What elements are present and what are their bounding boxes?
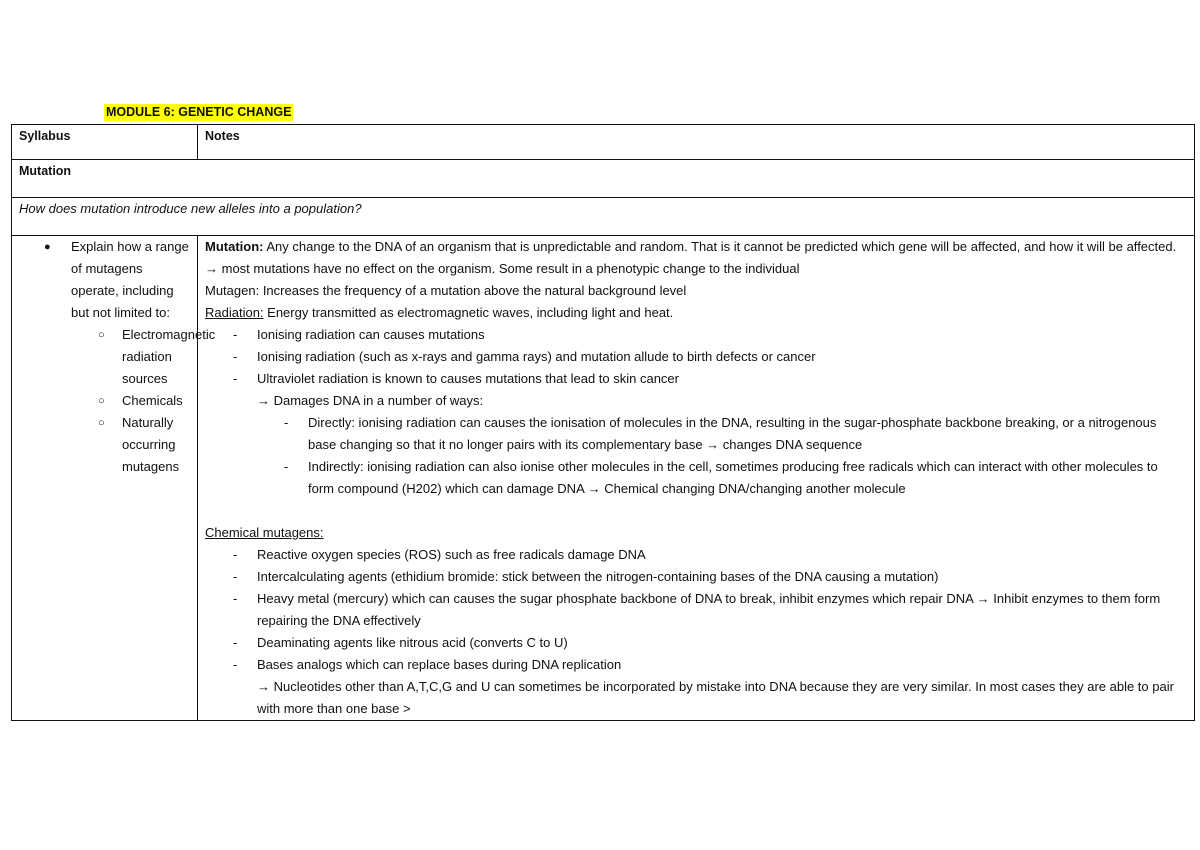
chemical-item: - Intercalculating agents (ethidium bromide: stick between the nitrogen-containing bases of the DNA causing a mutation) — [205, 566, 1187, 588]
chemical-item: - Heavy metal (mercury) which can causes the sugar phosphate backbone of DNA to break, inhibit enzymes which repair DNA → Inhibit enzymes to them form repairing the DNA effectively — [205, 588, 1187, 632]
damage-ways: → Damages DNA in a number of ways: — [257, 393, 484, 408]
chemical-item: - Deaminating agents like nitrous acid (converts C to U) — [205, 632, 1187, 654]
radiation-item: - Ultraviolet radiation is known to causes mutations that lead to skin cancer — [205, 368, 1187, 390]
syllabus-point — [19, 236, 190, 324]
content-row — [12, 236, 1195, 721]
mutation-text: Any change to the DNA of an organism that is unpredictable and random. That is it cannot be predicted which gene will be affected, and how it will be affected. → most mutations have no effect on the organism. Some result in a phenotypic change to the individual — [205, 239, 1177, 276]
mutation-definition — [205, 236, 1187, 280]
syllabus-subitem-text: Electromagnetic radiation sources — [122, 327, 216, 386]
section-title: Mutation — [12, 160, 1195, 198]
header-notes: Notes — [198, 125, 1195, 160]
chemical-item: - Bases analogs which can replace bases during DNA replication — [205, 654, 1187, 676]
dash-bullet-icon: - — [233, 591, 238, 606]
dash-bullet-icon: - — [233, 327, 238, 342]
syllabus-subitem-text: Naturally occurring mutagens — [122, 415, 180, 474]
dash-bullet-icon: - — [284, 415, 289, 430]
syllabus-subitem — [19, 324, 216, 390]
radiation-item: - Ionising radiation can causes mutations — [205, 324, 1187, 346]
section-row — [12, 160, 1195, 198]
circle-bullet-icon: ○ — [98, 395, 105, 407]
circle-bullet-icon: ○ — [98, 329, 105, 341]
radiation-definition — [205, 302, 1187, 324]
mutation-term: Mutation: — [205, 239, 264, 254]
syllabus-point-text: Explain how a range of mutagens operate, including but not limited to: — [71, 239, 189, 320]
syllabus-subitem — [19, 412, 190, 478]
circle-bullet-icon: ○ — [98, 417, 105, 429]
mutagen-definition: Mutagen: Increases the frequency of a mutation above the natural background level — [205, 283, 687, 298]
question-row — [12, 198, 1195, 236]
damage-item: - Indirectly: ionising radiation can also ionise other molecules in the cell, sometimes producing free radicals which can interact with other molecules to form compound (H202) which can damage DNA → Chemical changing DNA/changing another molecule — [205, 456, 1187, 500]
radiation-text: Energy transmitted as electromagnetic waves, including light and heat. — [263, 305, 674, 320]
header-syllabus: Syllabus — [12, 125, 198, 160]
page-title: MODULE 6: GENETIC CHANGE — [106, 105, 292, 119]
dash-bullet-icon: - — [284, 459, 289, 474]
dash-bullet-icon: - — [233, 547, 238, 562]
dash-bullet-icon: - — [233, 371, 238, 386]
radiation-item: - Ionising radiation (such as x-rays and gamma rays) and mutation allude to birth defects or cancer — [205, 346, 1187, 368]
syllabus-cell — [12, 236, 216, 721]
chemical-heading: Chemical mutagens: — [205, 525, 324, 540]
dash-bullet-icon: - — [233, 349, 238, 364]
notes-cell — [198, 236, 1195, 721]
chemical-item: - Reactive oxygen species (ROS) such as free radicals damage DNA — [205, 544, 1187, 566]
dash-bullet-icon: - — [233, 569, 238, 584]
syllabus-subitem-text: Chemicals — [122, 393, 183, 408]
inquiry-question: How does mutation introduce new alleles into a population? — [12, 198, 1195, 236]
table-header-row — [12, 125, 1195, 160]
syllabus-subitem — [19, 390, 190, 412]
damage-item: - Directly: ionising radiation can causes the ionisation of molecules in the DNA, resulting in the sugar-phosphate backbone breaking, or a nitrogenous base changing so that it no longer pairs with its complementary base → changes DNA sequence — [205, 412, 1187, 456]
bullet-icon: ● — [44, 241, 51, 253]
dash-bullet-icon: - — [233, 635, 238, 650]
nucleotides-note: → Nucleotides other than A,T,C,G and U can sometimes be incorporated by mistake into DNA because they are very similar. In most cases they are able to pair with more than one base > — [257, 679, 1174, 716]
notes-table — [11, 124, 1195, 721]
dash-bullet-icon: - — [233, 657, 238, 672]
radiation-term: Radiation: — [205, 305, 264, 320]
